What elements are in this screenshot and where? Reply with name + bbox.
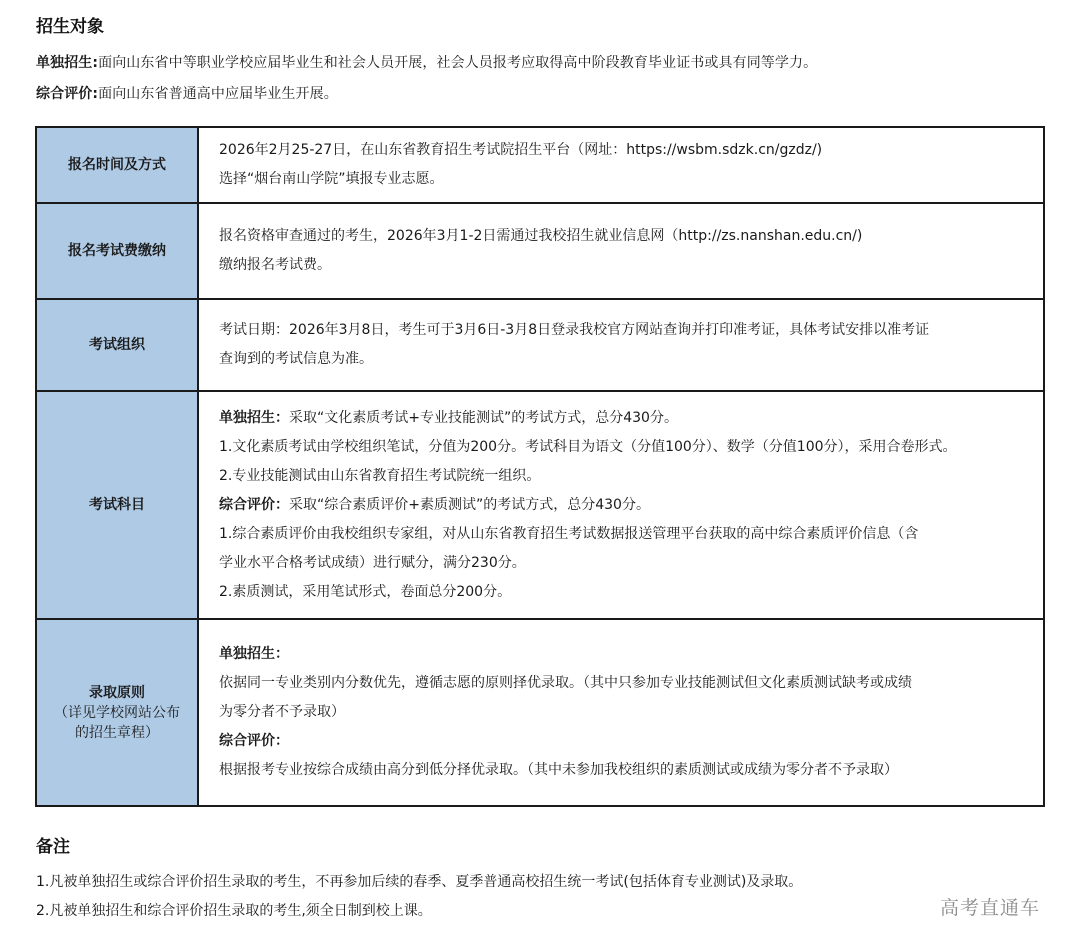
- row-label: 报名时间及方式: [68, 157, 166, 173]
- row-label-cell: [36, 127, 198, 203]
- content-line: 依据同一专业类别内分数优先，遵循志愿的原则择优录取。（其中只参加专业技能测试但文化素质测试缺考或成绩: [219, 675, 912, 691]
- content-line: 单独招生：采取“文化素质考试+专业技能测试”的考试方式，总分430分。: [219, 409, 678, 426]
- row-label-cell: [36, 203, 198, 299]
- intro-line-comprehensive-evaluation: [36, 83, 338, 103]
- section-title-admission-targets: 招生对象: [36, 17, 104, 37]
- content-line: 综合评价：采取“综合素质评价+素质测试”的考试方式，总分430分。: [219, 496, 650, 513]
- row-label-cell: [36, 299, 198, 391]
- intro-label: 综合评价:: [36, 86, 99, 102]
- content-line: 根据报考专业按综合成绩由高分到低分择优录取。（其中未参加我校组织的素质测试或成绩为零分者不予录取）: [219, 762, 898, 778]
- row-content-cell: [198, 299, 1044, 391]
- note-item: 1.凡被单独招生或综合评价招生录取的考生，不再参加后续的春季、夏季普通高校招生统一考试(包括体育专业测试)及录取。: [36, 874, 803, 890]
- row-label: 报名考试费缴纳: [68, 243, 166, 259]
- row-content-cell: [198, 203, 1044, 299]
- table-row-admission-principles: [36, 619, 1044, 806]
- row-content-cell: [198, 127, 1044, 203]
- row-label-cell: [36, 391, 198, 619]
- row-label: 考试组织: [89, 337, 145, 353]
- table-row-exam-organization: [36, 299, 1044, 391]
- row-sublabel: 的招生章程）: [75, 724, 159, 741]
- row-label: 录取原则: [89, 684, 145, 701]
- content-line: 单独招生：: [219, 646, 289, 662]
- intro-text: 面向山东省普通高中应届毕业生开展。: [98, 86, 338, 102]
- content-line: 1.综合素质评价由我校组织专家组，对从山东省教育招生考试数据报送管理平台获取的高中综合素质评价信息（含: [219, 525, 919, 542]
- row-label-cell: [36, 619, 198, 806]
- note-item: 2.凡被单独招生和综合评价招生录取的考生,须全日制到校上课。: [36, 903, 432, 919]
- table-row-fee-payment: [36, 203, 1044, 299]
- table-row-exam-subjects: [36, 391, 1044, 619]
- watermark: 高考直通车: [940, 897, 1041, 919]
- content-line: 2026年2月25-27日，在山东省教育招生考试院招生平台（网址：https://wsbm.sdzk.cn/gzdz/): [219, 142, 823, 158]
- admission-info-table: [35, 126, 1045, 807]
- row-content-cell: [198, 391, 1044, 619]
- row-sublabel: （详见学校网站公布: [54, 704, 180, 721]
- intro-text: 面向山东省中等职业学校应届毕业生和社会人员开展，社会人员报考应取得高中阶段教育毕业证书或具有同等学力。: [98, 55, 818, 71]
- row-label: 考试科目: [89, 497, 145, 513]
- intro-line-single-admission: [36, 52, 817, 72]
- content-line: 为零分者不予录取）: [219, 704, 345, 720]
- content-line: 综合评价：: [219, 733, 289, 749]
- content-line: 学业水平合格考试成绩）进行赋分，满分230分。: [219, 554, 526, 571]
- content-line: 1.文化素质考试由学校组织笔试，分值为200分。考试科目为语文（分值100分）、数学（分值100分），采用合卷形式。: [219, 438, 957, 455]
- content-line: 2.专业技能测试由山东省教育招生考试院统一组织。: [219, 467, 541, 484]
- intro-label: 单独招生:: [36, 55, 99, 71]
- content-line: 报名资格审查通过的考生，2026年3月1-2日需通过我校招生就业信息网（http://zs.nanshan.edu.cn/): [219, 228, 863, 244]
- content-line: 缴纳报名考试费。: [219, 257, 331, 273]
- row-content-cell: [198, 619, 1044, 806]
- content-line: 2.素质测试，采用笔试形式，卷面总分200分。: [219, 583, 512, 600]
- table-row-registration: [36, 127, 1044, 203]
- notes-title: 备注: [36, 837, 70, 857]
- content-line: 考试日期：2026年3月8日，考生可于3月6日-3月8日登录我校官方网站查询并打印准考证，具体考试安排以准考证: [219, 322, 930, 338]
- content-line: 选择“烟台南山学院”填报专业志愿。: [219, 171, 444, 187]
- content-line: 查询到的考试信息为准。: [219, 351, 373, 367]
